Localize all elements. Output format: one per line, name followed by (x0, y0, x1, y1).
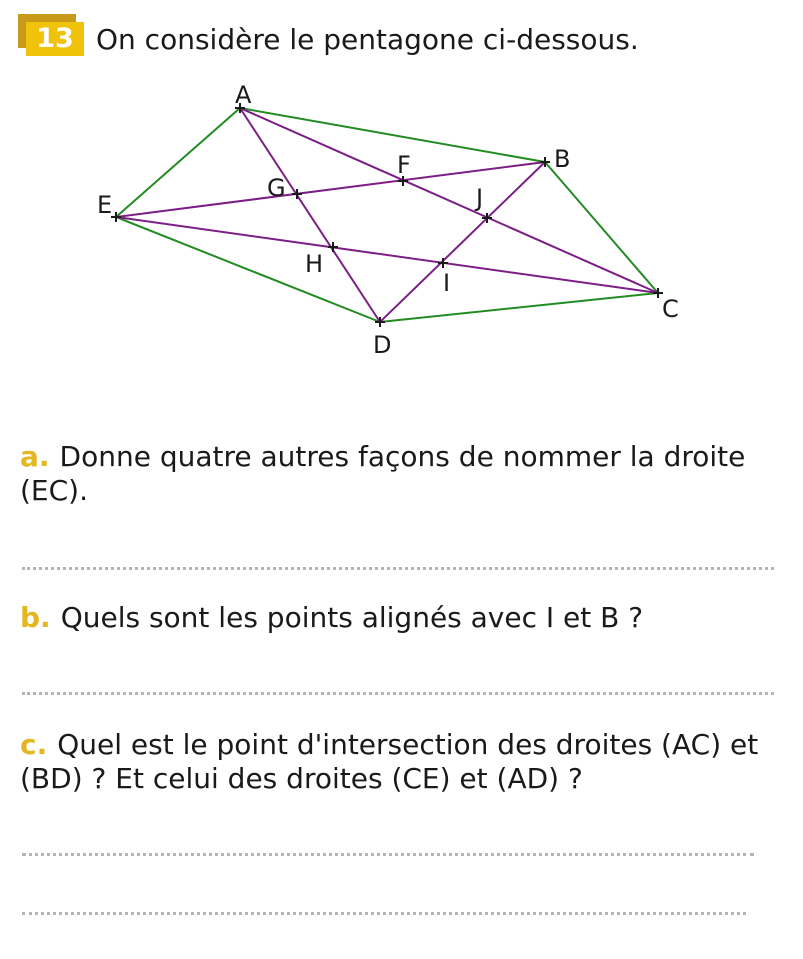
point-labels (97, 81, 679, 359)
question-c (20, 728, 780, 796)
point-label-d: D (373, 331, 392, 359)
exercise-intro: On considère le pentagone ci-dessous. (96, 23, 639, 56)
side-de (116, 217, 380, 322)
diagonal-ac (240, 108, 658, 293)
exercise-badge (18, 14, 86, 58)
question-b-text: Quels sont les points alignés avec I et B ? (60, 601, 644, 634)
question-a-letter: a. (20, 440, 50, 473)
side-bc (545, 162, 658, 293)
point-label-g: G (267, 174, 286, 202)
diagonal-ad (240, 108, 380, 322)
question-b (20, 601, 780, 635)
pentagon-sides (116, 108, 658, 322)
diagonal-ce (116, 217, 658, 293)
pentagon-figure (0, 75, 803, 375)
question-b-letter: b. (20, 601, 51, 634)
answer-line-c1[interactable] (22, 853, 754, 856)
pentagon-diagonals (116, 108, 658, 322)
point-label-j: J (476, 184, 484, 212)
question-c-letter: c. (20, 728, 48, 761)
question-a-text: Donne quatre autres façons de nommer la droite (EC). (20, 440, 746, 507)
side-cd (380, 293, 658, 322)
question-c-text: Quel est le point d'intersection des droites (AC) et (BD) ? Et celui des droites (CE) et (AD) ? (20, 728, 759, 795)
point-label-f: F (397, 151, 411, 179)
answer-line-a[interactable] (22, 567, 774, 570)
point-label-e: E (97, 191, 113, 219)
question-a (20, 440, 780, 508)
point-marks (111, 103, 663, 327)
point-label-b: B (554, 145, 571, 173)
answer-line-b[interactable] (22, 692, 774, 695)
answer-line-c2[interactable] (22, 912, 746, 915)
side-ea (116, 108, 240, 217)
diagonal-bd (380, 162, 545, 322)
exercise-number: 13 (26, 22, 84, 56)
point-label-a: A (235, 81, 252, 109)
point-label-h: H (305, 250, 324, 278)
point-label-c: C (662, 295, 679, 323)
point-label-i: I (443, 269, 451, 297)
side-ab (240, 108, 545, 162)
